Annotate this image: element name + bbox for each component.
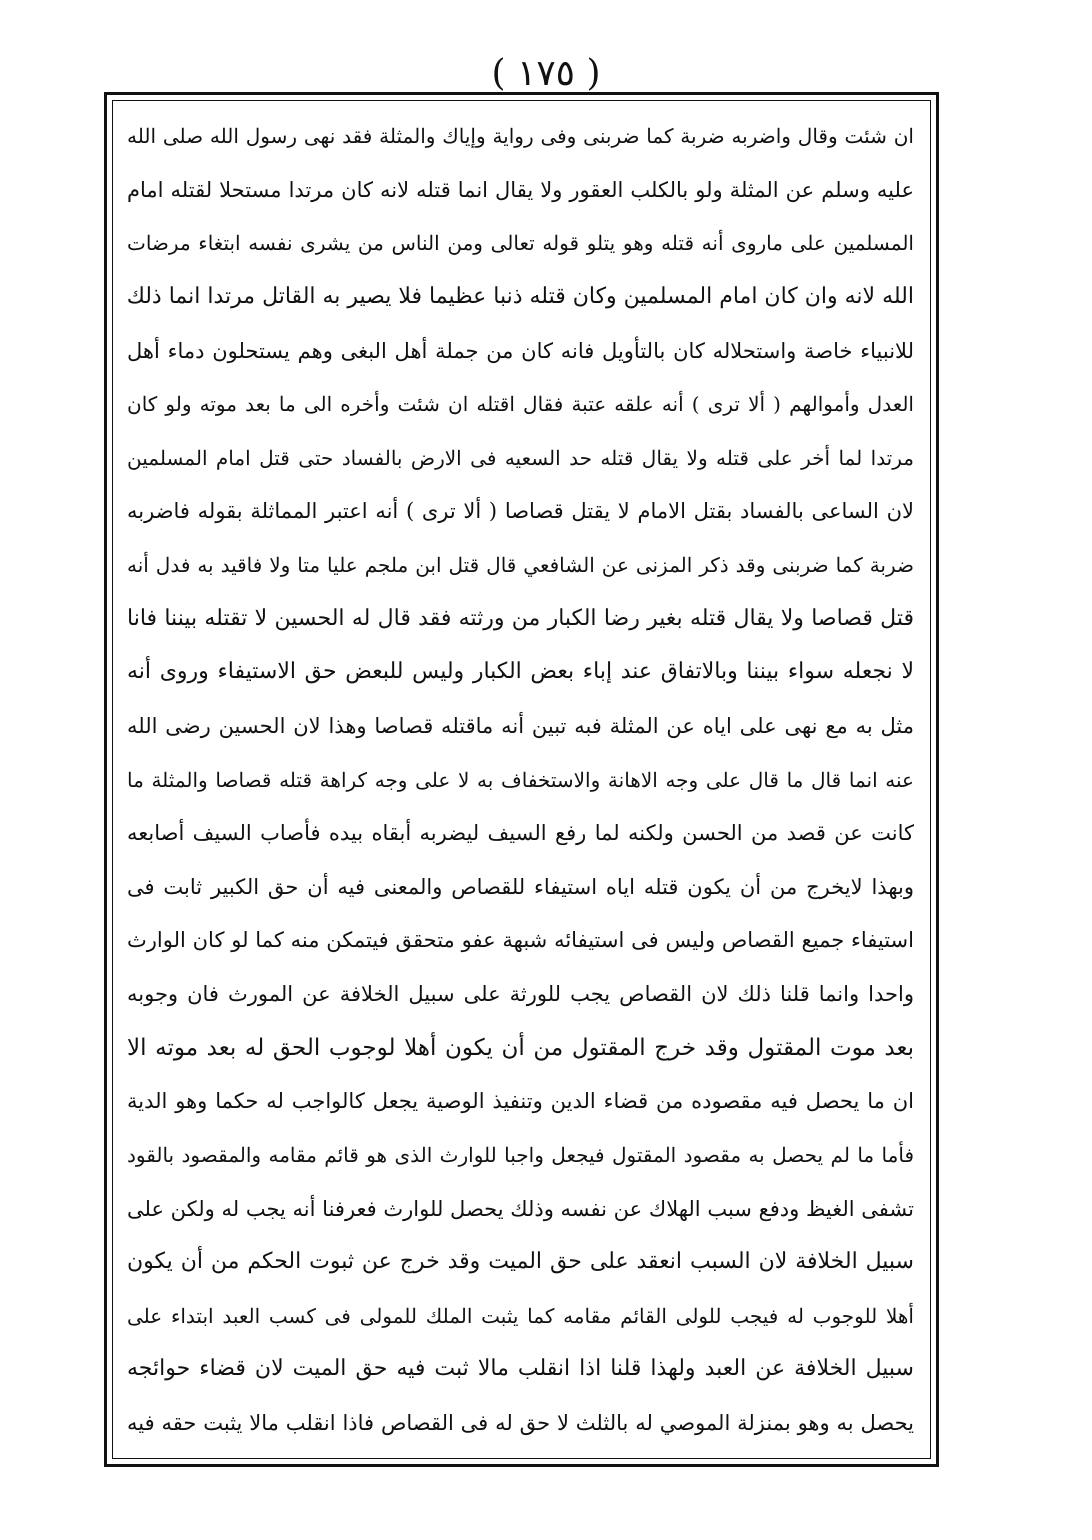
- text-line: يحصل به وهو بمنزلة الموصي له بالثلث لا حق له فى القصاص فاذا انقلب مالا يثبت حقه فيه: [127, 1411, 914, 1435]
- text-line: وبهذا لايخرج من أن يكون قتله اياه استيفاء للقصاص والمعنى فيه أن حق الكبير ثابت فى: [127, 874, 914, 899]
- text-line: مثل به مع نهى على اياه عن المثلة فبه تبين أنه ماقتله قصاصا وهذا لان الحسين رضى الله: [127, 713, 914, 738]
- text-line: لا نجعله سواء بيننا وبالاتفاق عند إباء بعض الكبار وليس للبعض حق الاستيفاء وروى أنه: [127, 659, 914, 685]
- text-block: [112, 100, 931, 1459]
- text-line: سبيل الخلافة عن العبد ولهذا قلنا اذا انقلب مالا ثبت فيه حق الميت لان قضاء حوائجه: [127, 1356, 914, 1382]
- text-line: المسلمين على ماروى أنه قتله وهو يتلو قوله تعالى ومن الناس من يشرى نفسه ابتغاء مرضات: [127, 231, 914, 256]
- text-line: سبيل الخلافة لان السبب انعقد على حق الميت وقد خرج عن ثبوت الحكم من أن يكون: [127, 1249, 914, 1275]
- text-line: كانت عن قصد من الحسن ولكنه لما رفع السيف ليضربه أبقاه بيده فأصاب السيف أصابعه: [127, 821, 914, 846]
- text-line: فأما ما لم يحصل به مقصود المقتول فيجعل واجبا للوارث الذى هو قائم مقامه والمقصود بالقود: [127, 1142, 914, 1167]
- text-line: أهلا للوجوب له فيجب للولى القائم مقامه كما يثبت الملك للمولى فى كسب العبد ابتداء على: [127, 1303, 914, 1328]
- page-number: ( ١٧٥ ): [491, 53, 601, 94]
- text-line: الله لانه وان كان امام المسلمين وكان قتله ذنبا عظيما فلا يصير به القاتل مرتدا انما ذلك: [127, 283, 914, 309]
- page-frame: [104, 92, 939, 1467]
- text-line: مرتدا لما أخر على قتله ولا يقال قتله حد السعيه فى الارض بالفساد حتى قتل امام المسلمين: [127, 445, 914, 470]
- text-line: استيفاء جميع القصاص وليس فى استيفائه شبهة عفو متحقق فيتمكن منه كما لو كان الوارث: [127, 928, 914, 953]
- text-line: واحدا وانما قلنا ذلك لان القصاص يجب للورثة على سبيل الخلافة عن المورث فان وجوبه: [127, 982, 914, 1006]
- text-line: ان ما يحصل فيه مقصوده من قضاء الدين وتنفيذ الوصية يجعل كالواجب له حكما وهو الدية: [127, 1089, 914, 1114]
- text-line: قتل قصاصا ولا يقال قتله بغير رضا الكبار من ورثته فقد قال له الحسين لا تقتله بيننا فانا: [127, 605, 914, 631]
- text-line: ضربة كما ضربنى وقد ذكر المزنى عن الشافعي قال قتل ابن ملجم عليا متا ولا فاقيد به فدل أنه: [127, 553, 914, 577]
- text-line: العدل وأموالهم ( ألا ترى ) أنه علقه عتبة فقال اقتله ان شئت وأخره الى ما بعد موته ولو كان: [127, 392, 914, 417]
- text-line: بعد موت المقتول وقد خرج المقتول من أن يكون أهلا لوجوب الحق له بعد موته الا: [127, 1034, 914, 1061]
- text-line: لان الساعى بالفساد بقتل الامام لا يقتل قصاصا ( ألا ترى ) أنه اعتبر المماثلة بقوله فاضربه: [127, 499, 914, 524]
- text-line: عنه انما قال ما قال على وجه الاهانة والاستخفاف به لا على وجه كراهة قتله قصاصا والمثلة ما: [127, 767, 914, 792]
- text-line: عليه وسلم عن المثلة ولو بالكلب العقور ولا يقال انما قتله لانه كان مرتدا مستحلا لقتله امام: [127, 177, 914, 202]
- text-line: تشفى الغيظ ودفع سبب الهلاك عن نفسه وذلك يحصل للوارث فعرفنا أنه يجب له ولكن على: [127, 1196, 914, 1221]
- text-line: للانبياء خاصة واستحلاله كان بالتأويل فانه كان من جملة أهل البغى وهم يستحلون دماء أهل: [127, 338, 914, 363]
- text-line: ان شئت وقال واضربه ضربة كما ضربنى وفى رواية وإياك والمثلة فقد نهى رسول الله صلى الله: [127, 124, 914, 148]
